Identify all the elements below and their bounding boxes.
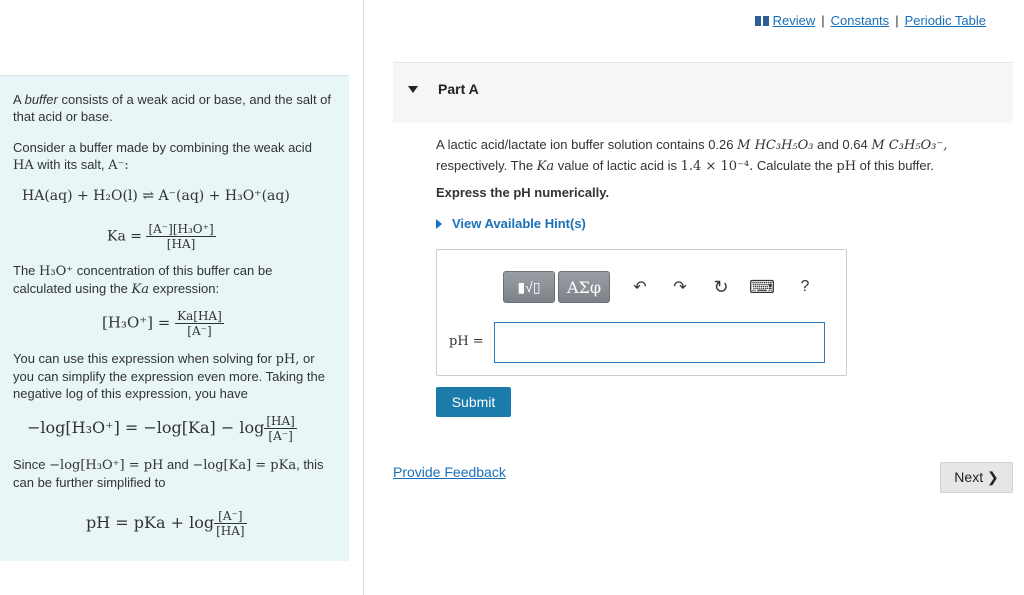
h3o-concentration-text: The H₃O⁺ concentration of this buffer can be calculated using the Ka expression: — [13, 263, 273, 297]
greek-symbols-button[interactable]: ΑΣφ — [558, 271, 610, 303]
top-links — [755, 13, 986, 28]
h3o-expression: [H₃O⁺] = $\frac{Ka[HA]}{[A^-]}$ — [102, 309, 222, 338]
provide-feedback-link[interactable]: Provide Feedback — [393, 464, 506, 480]
ph-answer-input[interactable] — [494, 322, 825, 363]
part-title: Part A — [438, 81, 479, 97]
view-hints-link[interactable] — [436, 216, 586, 231]
periodic-table-link[interactable]: Periodic Table — [904, 13, 986, 28]
henderson-hasselbalch-equation: pH = pKa + log $\frac{[A^-]}{[HA]}$ — [86, 509, 245, 538]
equilibrium-equation: HA(aq) + H₂O(l) ⇌ A⁻(aq) + H₃O⁺(aq) — [22, 188, 290, 204]
log-expression: −log[H₃O⁺] = −log[Ka] − log $\frac{[HA]}{[A^-]}$ — [27, 414, 295, 443]
buffer-definition: A buffer consists of a weak acid or base, and the salt of that acid or base. — [13, 92, 332, 124]
help-icon[interactable]: ? — [800, 278, 810, 295]
answer-box — [436, 249, 847, 376]
simplify-text: You can use this expression when solving for pH, or you can simplify the expression even more. Taking the negative log of this expression, you have — [13, 351, 325, 401]
collapse-triangle-icon[interactable] — [408, 86, 418, 93]
question-text: A lactic acid/lactate ion buffer solution contains 0.26 M HC₃H₅O₃ and 0.64 M C₃H₅O₃⁻, respectively. The Ka value of lactic acid is 1.4 × 10⁻⁴. Calculate the pH of this buffer. — [436, 137, 948, 174]
part-a-header[interactable] — [393, 62, 1013, 123]
expand-triangle-icon — [436, 219, 442, 229]
review-link[interactable]: Review — [772, 13, 816, 28]
link-separator: | — [895, 13, 899, 28]
next-button[interactable]: Next ❯ — [940, 462, 1013, 493]
undo-icon[interactable]: ↶ — [633, 279, 647, 296]
instruction-text: Express the pH numerically. — [436, 185, 610, 200]
ph-label: pH = — [449, 334, 484, 349]
consider-text: Consider a buffer made by combining the weak acid HA with its salt, A⁻: — [13, 140, 312, 173]
ka-expression: Ka = $\frac{\text{[A⁻][H₃O⁺]}}{[HA]}$ — [107, 222, 214, 251]
view-hints-label: View Available Hint(s) — [452, 216, 586, 231]
reset-icon[interactable]: ↻ — [713, 276, 729, 297]
templates-button[interactable]: ▮√▯ — [503, 271, 555, 303]
keyboard-icon[interactable]: ⌨ — [749, 276, 775, 297]
redo-icon[interactable]: ↷ — [673, 279, 687, 296]
book-icon — [755, 16, 769, 26]
column-divider — [363, 0, 364, 595]
constants-link[interactable]: Constants — [830, 13, 890, 28]
link-separator: | — [821, 13, 825, 28]
submit-button[interactable]: Submit — [436, 387, 511, 417]
since-text: Since −log[H₃O⁺] = pH and −log[Ka] = pKa, this can be further simplified to — [13, 457, 324, 490]
